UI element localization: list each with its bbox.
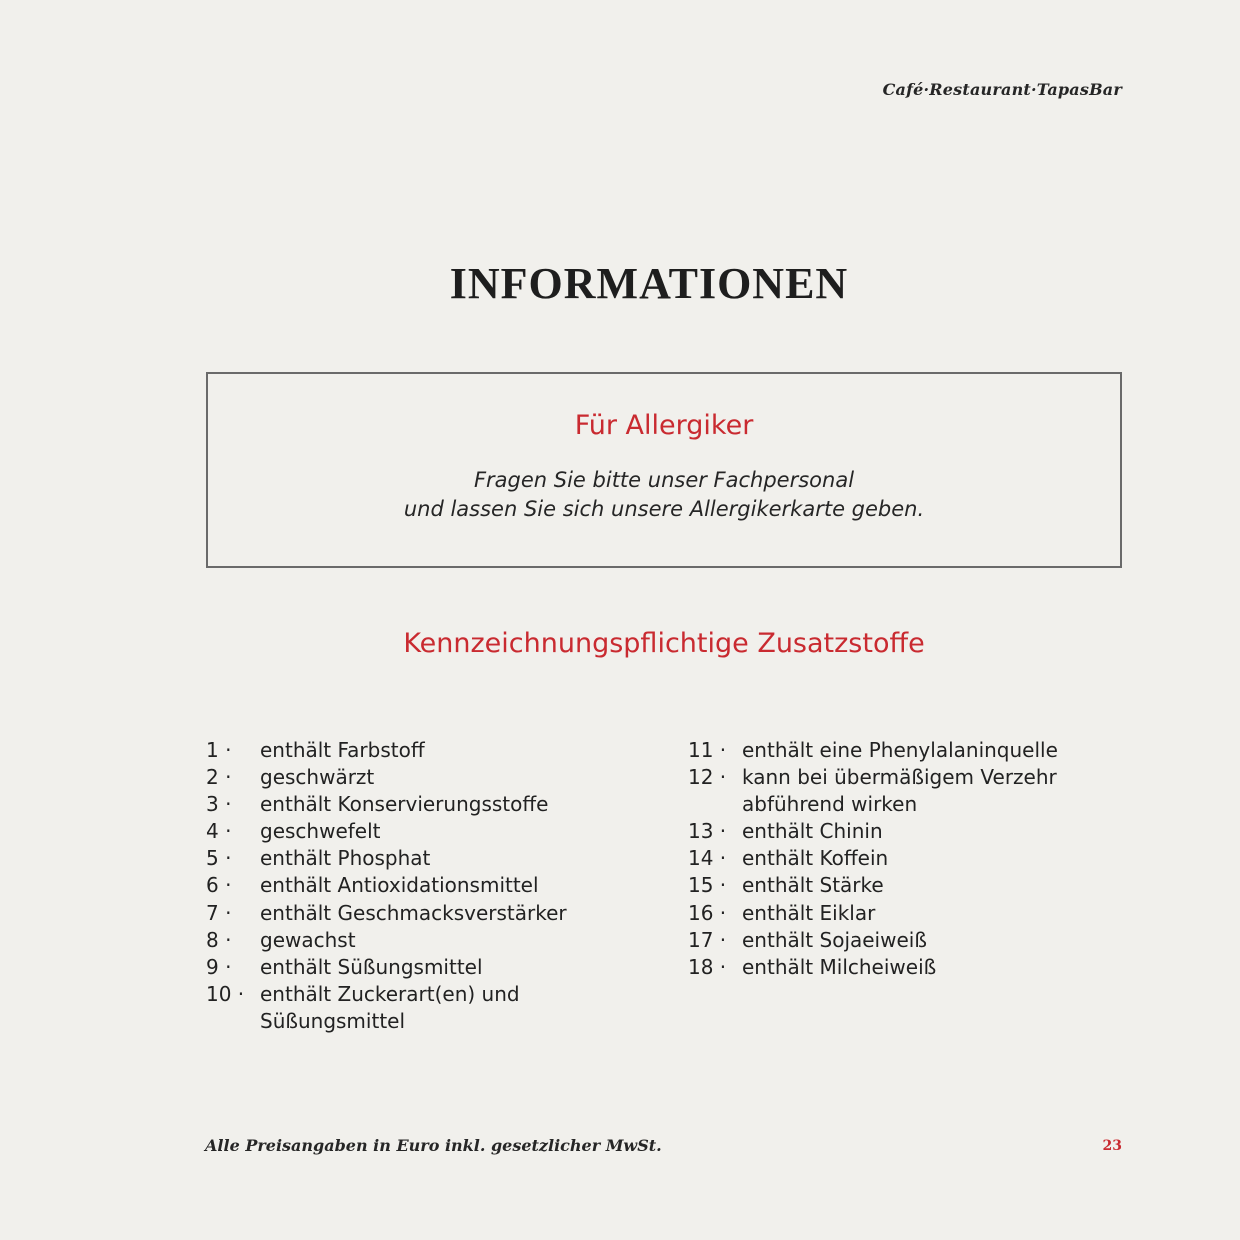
additives-list-right <box>688 737 1128 981</box>
additive-number: 2 · <box>206 765 232 790</box>
additive-item <box>688 845 1128 872</box>
allergy-heading: Für Allergiker <box>574 410 754 441</box>
additive-item <box>688 872 1128 899</box>
additive-text: enthält eine Phenylalaninquelle <box>742 738 1058 762</box>
additive-text: enthält Farbstoff <box>260 738 425 762</box>
additives-list-left <box>206 737 646 1035</box>
additive-number: 5 · <box>206 846 232 871</box>
additive-item <box>206 791 646 818</box>
additive-item <box>206 872 646 899</box>
additive-number: 15 · <box>688 873 727 898</box>
additive-text: enthält Konservierungsstoffe <box>260 792 549 817</box>
additive-text: enthält Süßungsmittel <box>260 954 483 979</box>
additive-item <box>206 981 646 1035</box>
additive-text: geschwärzt <box>260 765 375 790</box>
additive-number: 13 · <box>688 819 727 844</box>
additive-number: 14 · <box>688 846 727 871</box>
additive-number: 18 · <box>688 954 727 979</box>
allergy-text-line-1: Fragen Sie bitte unser Fachpersonal <box>473 468 855 492</box>
additive-text: enthält Chinin <box>742 819 883 844</box>
allergy-info-box <box>206 372 1122 568</box>
additive-number: 8 · <box>206 927 232 952</box>
additive-number: 7 · <box>206 900 232 925</box>
additive-number: 3 · <box>206 792 232 817</box>
additive-item <box>688 954 1128 981</box>
additive-item <box>206 954 646 981</box>
brand-tagline: Café·Restaurant·TapasBar <box>882 80 1122 99</box>
additive-number: 17 · <box>688 927 727 952</box>
additive-number: 9 · <box>206 954 232 979</box>
additive-number: 1 · <box>206 738 232 762</box>
additive-text: enthält Geschmacksverstärker <box>260 900 567 925</box>
additive-text: enthält Phosphat <box>260 846 431 871</box>
allergy-text <box>208 466 1120 524</box>
additive-text: enthält Koffein <box>742 846 889 871</box>
additive-text: kann bei übermäßigem Verzehr abführend wirken <box>742 765 1057 817</box>
additive-number: 4 · <box>206 819 232 844</box>
additives-heading: Kennzeichnungspflichtige Zusatzstoffe <box>403 628 925 659</box>
additive-text: enthält Zuckerart(en) und Süßungsmittel <box>260 981 520 1033</box>
additive-item <box>206 845 646 872</box>
additive-item <box>206 764 646 791</box>
additive-number: 11 · <box>688 738 727 762</box>
additive-number: 12 · <box>688 765 727 790</box>
allergy-text-line-2: und lassen Sie sich unsere Allergikerkarte geben. <box>403 497 925 521</box>
additive-text: enthält Eiklar <box>742 900 876 925</box>
additive-text: enthält Antioxidationsmittel <box>260 873 539 898</box>
additive-number: 16 · <box>688 900 727 925</box>
additive-item <box>688 900 1128 927</box>
additive-item <box>688 764 1128 818</box>
additive-item <box>688 927 1128 954</box>
additive-text: enthält Sojaeiweiß <box>742 927 927 952</box>
additive-item <box>206 818 646 845</box>
page-title: INFORMATIONEN <box>449 259 849 308</box>
price-note: Alle Preisangaben in Euro inkl. gesetzlicher MwSt. <box>205 1136 662 1155</box>
additive-item <box>206 737 646 764</box>
additive-item <box>688 737 1128 764</box>
additive-text: enthält Milcheiweiß <box>742 954 937 979</box>
additive-item <box>688 818 1128 845</box>
additive-number: 10 · <box>206 981 245 1006</box>
additive-item <box>206 927 646 954</box>
additive-text: gewachst <box>260 927 356 952</box>
page-number: 23 <box>1102 1138 1122 1154</box>
additive-item <box>206 900 646 927</box>
additive-text: geschwefelt <box>260 819 381 844</box>
additive-number: 6 · <box>206 873 232 898</box>
additive-text: enthält Stärke <box>742 873 884 898</box>
